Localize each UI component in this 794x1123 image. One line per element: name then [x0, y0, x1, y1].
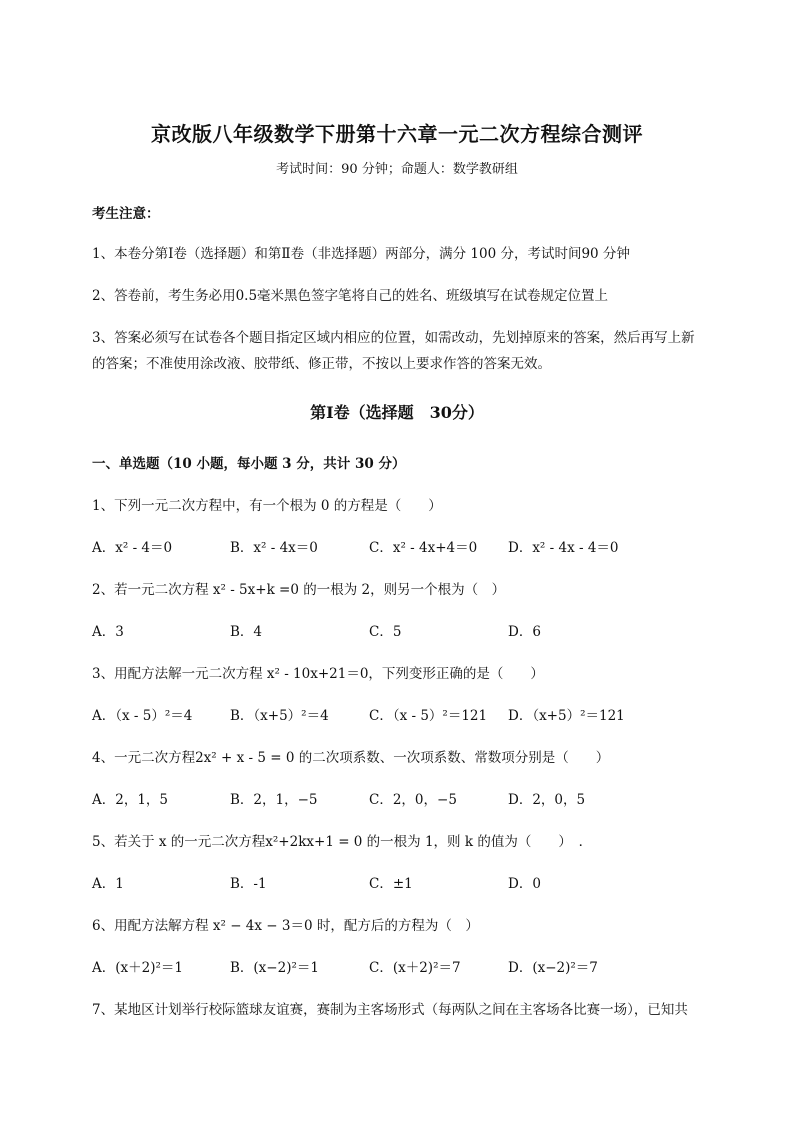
question-3-options — [92, 704, 752, 724]
option-c: C．（x - 5）²＝121 — [369, 708, 488, 724]
question-5-options — [92, 872, 752, 892]
option-a: A．2，1，5 — [92, 792, 169, 808]
page-subtitle: 考试时间：90 分钟；命题人：数学教研组 — [276, 162, 518, 177]
notice-item-2: 2、答卷前，考生务必用0.5毫米黑色签字笔将自己的姓名、班级填写在试卷规定位置上 — [92, 288, 609, 304]
notice-heading: 考生注意： — [92, 206, 160, 222]
notice-item-3-line-2: 的答案；不准使用涂改液、胶带纸、修正带，不按以上要求作答的答案无效。 — [92, 356, 551, 372]
option-d: D．(x−2)²＝7 — [508, 960, 598, 976]
option-d: D．6 — [508, 624, 541, 640]
question-5: 5、若关于 x 的一元二次方程x²+2kx+1 = 0 的一根为 1，则 k 的值为（ ） ． — [92, 834, 593, 850]
option-b: B．x² - 4x＝0 — [230, 540, 318, 556]
option-b: B．(x−2)²＝1 — [230, 960, 319, 976]
section-title: 第Ⅰ卷（选择题 30分） — [310, 403, 484, 422]
option-b: B．4 — [230, 624, 263, 640]
option-d: D．0 — [508, 876, 541, 892]
question-1-options — [92, 536, 752, 556]
option-a: A．（x - 5）²＝4 — [92, 708, 193, 724]
option-a: A．3 — [92, 624, 124, 640]
option-d: D．（x+5）²＝121 — [508, 708, 625, 724]
question-3: 3、用配方法解一元二次方程 x² - 10x+21＝0，下列变形正确的是（ ） — [92, 666, 544, 682]
option-d: D．2，0，5 — [508, 792, 586, 808]
question-6-options — [92, 956, 752, 976]
option-b: B．（x+5）²＝4 — [230, 708, 329, 724]
option-a: A．(x＋2)²＝1 — [92, 960, 183, 976]
question-2: 2、若一元二次方程 x² - 5x+k =0 的一根为 2，则另一个根为（ ） — [92, 582, 506, 598]
option-b: B．-1 — [230, 876, 267, 892]
question-4-options — [92, 788, 752, 808]
option-a: A．x² - 4＝0 — [92, 540, 173, 556]
option-c: C．±1 — [369, 876, 413, 892]
page-title: 京改版八年级数学下册第十六章一元二次方程综合测评 — [151, 122, 643, 146]
option-c: C．5 — [369, 624, 402, 640]
question-7: 7、某地区计划举行校际篮球友谊赛，赛制为主客场形式（每两队之间在主客场各比赛一场），已知共 — [92, 1002, 688, 1018]
option-a: A．1 — [92, 876, 124, 892]
option-d: D．x² - 4x - 4＝0 — [508, 540, 619, 556]
question-6: 6、用配方法解方程 x² − 4x − 3＝0 时，配方后的方程为（ ） — [92, 918, 479, 934]
option-c: C．2，0，−5 — [369, 792, 457, 808]
notice-item-3-line-1: 3、答案必须写在试卷各个题目指定区域内相应的位置，如需改动，先划掉原来的答案，然后再写上新 — [92, 330, 695, 346]
question-4: 4、一元二次方程2x² + x - 5 = 0 的二次项系数、一次项系数、常数项分别是（ ） — [92, 750, 610, 766]
option-c: C．x² - 4x+4＝0 — [369, 540, 478, 556]
option-c: C．(x＋2)²＝7 — [369, 960, 461, 976]
option-b: B．2，1，−5 — [230, 792, 318, 808]
notice-item-1: 1、本卷分第Ⅰ卷（选择题）和第Ⅱ卷（非选择题）两部分，满分 100 分，考试时间90 分钟 — [92, 246, 630, 262]
question-1: 1、下列一元二次方程中，有一个根为 0 的方程是（ ） — [92, 498, 442, 514]
part-heading: 一、单选题（10 小题，每小题 3 分，共计 30 分） — [92, 456, 406, 472]
question-2-options — [92, 620, 752, 640]
